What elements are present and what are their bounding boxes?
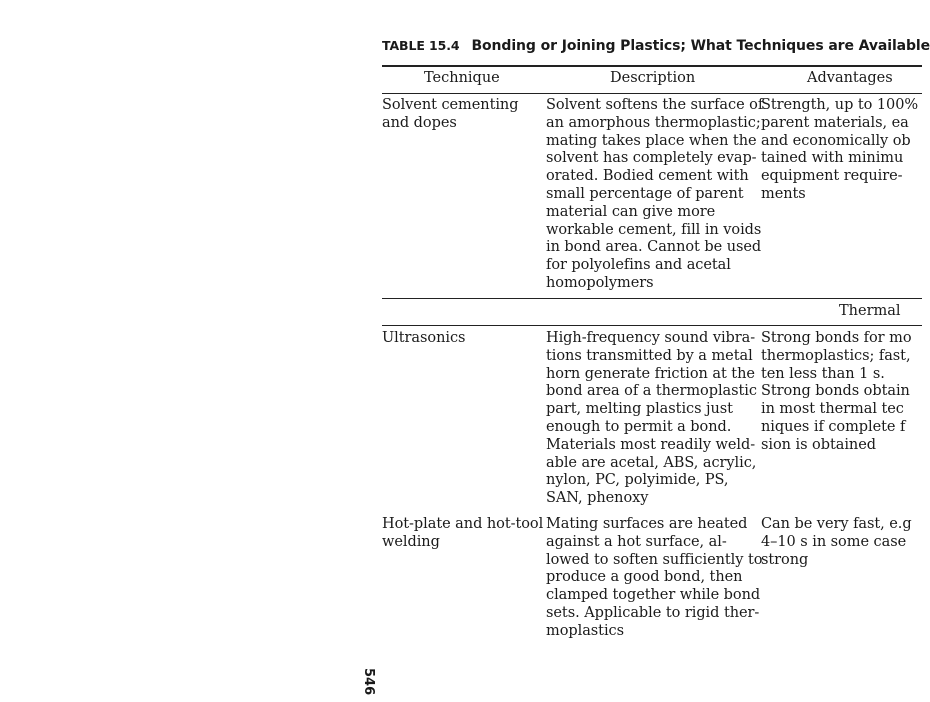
table-row-solvent-description: Solvent softens the surface of an amorphous thermoplastic; mating takes place when the solvent has completely evap- orated. Bodied cement with small percentage of parent material can give more workable cement, fill in voids in bond area. Cannot be used for polyolefins and acetal homopolymers — [546, 97, 764, 291]
table-row-solvent-advantages: Strength, up to 100% parent materials, ea and economically ob tained with minimu equipment require- ments — [761, 97, 919, 202]
section-heading-thermal: Thermal — [839, 303, 901, 319]
header-technique: Technique — [424, 70, 500, 86]
table-label: TABLE 15.4 — [382, 38, 460, 53]
page-number: 546 — [361, 668, 376, 696]
table-top-rule — [382, 65, 922, 67]
header-description: Description — [610, 70, 696, 86]
table-row-ultrasonics-technique: Ultrasonics — [382, 330, 466, 346]
table-row-ultrasonics-description: High-frequency sound vibra- tions transmitted by a metal horn generate friction at the bond area of a thermoplastic part, melting plastics just enough to permit a bond. Materials most readily weld- able are acetal, ABS, acrylic, nylon, PC, polyimide, PS, SAN, phenoxy — [546, 330, 757, 507]
table-row-ultrasonics-advantages: Strong bonds for mo thermoplastics; fast, ten less than 1 s. Strong bonds obtain in most thermal tec niques if complete f sion is obtained — [761, 330, 912, 453]
header-bottom-rule — [382, 93, 922, 94]
table-title-text: Bonding or Joining Plastics; What Techniques are Available — [471, 38, 930, 54]
table-row-hotplate-technique: Hot-plate and hot-tool welding — [382, 516, 544, 550]
header-advantages: Advantages — [807, 70, 893, 86]
table-row-solvent-technique: Solvent cementing and dopes — [382, 97, 519, 131]
table-row-hotplate-description: Mating surfaces are heated against a hot surface, al- lowed to soften sufficiently to produce a good bond, then clamped together while bond sets. Applicable to rigid ther- moplastics — [546, 516, 763, 639]
section-bottom-rule — [382, 325, 922, 326]
section-top-rule — [382, 298, 922, 299]
table-row-hotplate-advantages: Can be very fast, e.g 4–10 s in some case strong — [761, 516, 912, 568]
table-title — [382, 38, 930, 54]
